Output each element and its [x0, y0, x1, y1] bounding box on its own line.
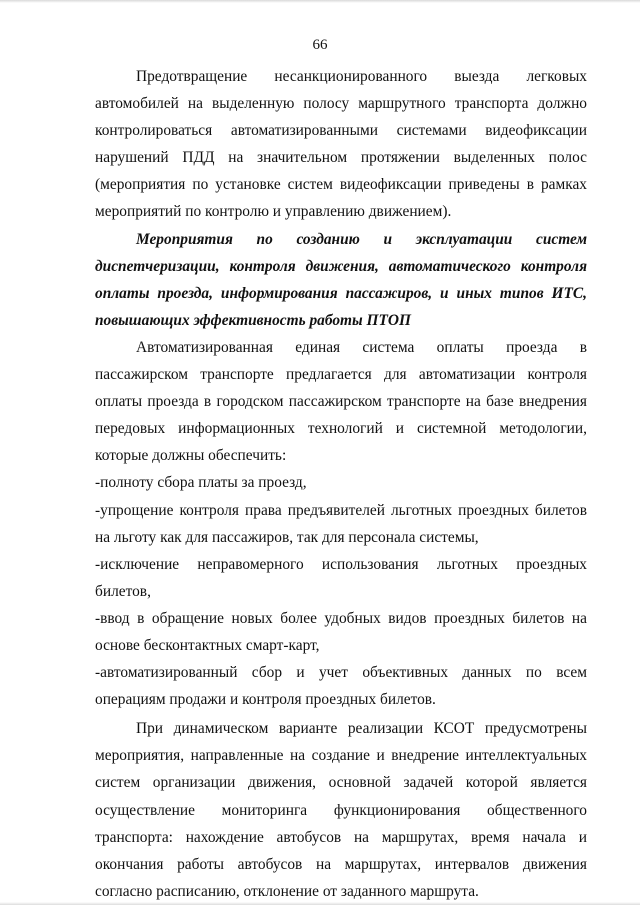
requirements-list — [95, 469, 587, 713]
list-item: -ввод в обращение новых более удобных видов проездных билетов на основе бесконтактных смарт-карт, — [95, 609, 587, 654]
list-item: -автоматизированный сбор и учет объективных данных по всем операциям продажи и контроля проездных билетов. — [95, 664, 587, 709]
paragraph-prevention: Предотвращение несанкционированного выезда легковых автомобилей на выделенную полосу маршрутного транспорта должно контролироваться автоматизированными системами видеофиксации нарушений ПДД на значительном протяжении выделенных полос (мероприятия по установке систем видеофиксации приведены в рамках мероприятий по контролю и управлению движением). — [95, 68, 587, 221]
scan-edge-top — [0, 0, 640, 3]
paragraph-dynamic-variant: При динамическом варианте реализации КСОТ предусмотрены мероприятия, направленные на создание и внедрение интеллектуальных систем организации движения, основной задачей которой является осуществление мониторинга функционирования общественного транспорта: нахождение автобусов на маршрутах, время начала и окончания работы автобусов на маршрутах, интервалов движения согласно расписанию, отклонение от заданного маршрута. — [95, 720, 587, 900]
page-number: 66 — [312, 37, 328, 53]
list-item: -полноту сбора платы за проезд, — [95, 474, 307, 492]
list-item: -исключение неправомерного использования льготных проездных билетов, — [95, 555, 587, 600]
document-body — [95, 63, 587, 905]
paragraph-payment-system: Автоматизированная единая система оплаты проезда в пассажирском транспорте предлагается для автоматизации контроля оплаты проезда в городском пассажирском транспорте на базе внедрения передовых информационных технологий и системной методологии, которые должны обеспечить: — [95, 338, 587, 465]
section-heading: Мероприятия по созданию и эксплуатации систем диспетчеризации, контроля движения, автоматического контроля оплаты проезда, информирования пассажиров, и иных типов ИТС, повышающих эффективность работы ПТОП — [95, 230, 587, 329]
list-item: -упрощение контроля права предъявителей льготных проездных билетов на льготу как для пассажиров, так для персонала системы, — [95, 501, 587, 546]
